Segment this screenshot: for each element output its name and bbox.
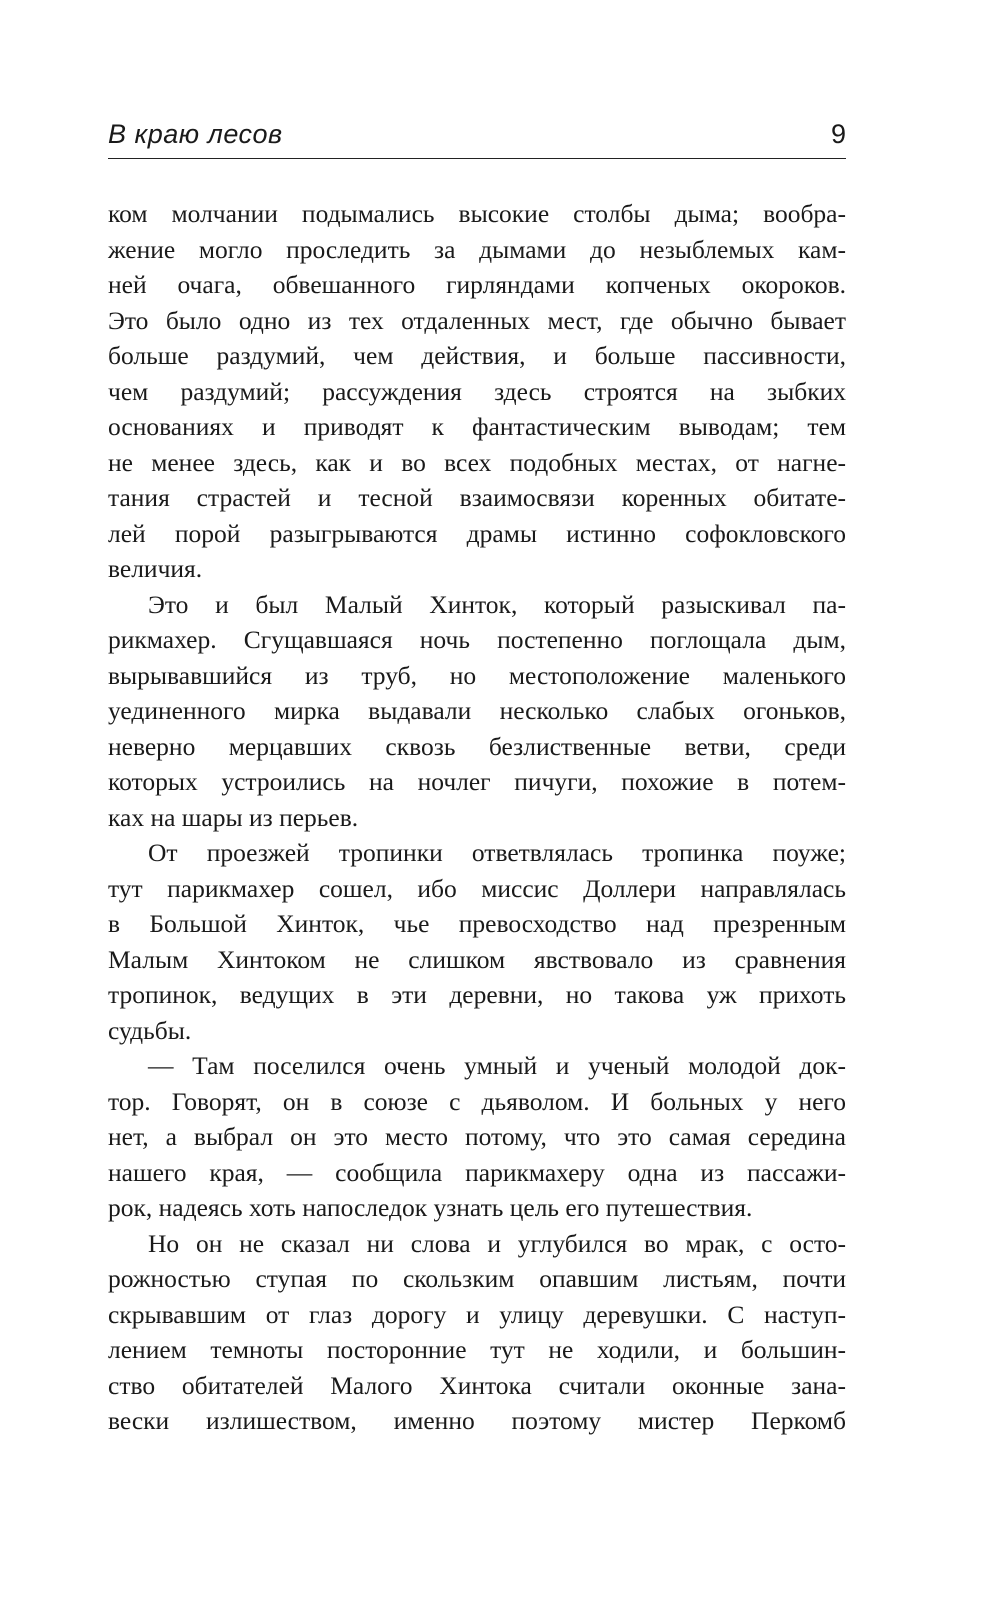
text-line: лением темноты посторонние тут не ходили, и большин- [108, 1335, 846, 1364]
text-line: ство обитателей Малого Хинтока считали оконные зана- [108, 1370, 846, 1400]
text-line: Но он не сказал ни слова и углубился во мрак, с осто- [148, 1228, 846, 1258]
book-page [108, 0, 846, 1616]
text-line: ней очага, обвешанного гирляндами копченых окороков. [108, 270, 846, 299]
text-line: не менее здесь, как и во всех подобных местах, от нагне- [108, 447, 846, 477]
text-line: судьбы. [108, 1015, 192, 1045]
paragraph [108, 835, 846, 1048]
text-line: рожностью ступая по скользким опавшим листьям, почти [108, 1264, 846, 1293]
text-line: тропинок, ведущих в эти деревни, но такова уж прихоть [108, 980, 846, 1009]
page-number: 9 [830, 119, 846, 149]
text-line: тания страстей и тесной взаимосвязи коренных обитате- [108, 483, 846, 512]
text-line: Это и был Малый Хинток, который разыскивал па- [148, 589, 846, 619]
text-line: уединенного мирка выдавали несколько слабых огоньков, [108, 696, 846, 725]
paragraph [108, 196, 846, 587]
text-line: основаниях и приводят к фантастическим выводам; тем [108, 412, 846, 441]
running-title: В краю лесов [108, 119, 283, 149]
text-line: лей порой разыгрываются драмы истинно софокловского [108, 518, 846, 548]
text-line: ком молчании подымались высокие столбы дыма; вообра- [108, 199, 846, 228]
text-line: тут парикмахер сошел, ибо миссис Доллери направлялась [108, 873, 846, 903]
text-line: рок, надеясь хоть напоследок узнать цель его путешествия. [108, 1193, 753, 1222]
body-text [108, 196, 846, 1439]
text-line: тор. Говорят, он в союзе с дьяволом. И больных у него [108, 1086, 846, 1116]
paragraph [108, 587, 846, 836]
text-line: ках на шары из перьев. [108, 802, 359, 832]
text-line: которых устроились на ночлег пичуги, похожие в потем- [108, 767, 846, 796]
text-line: жение могло проследить за дымами до незыблемых кам- [108, 234, 846, 264]
text-line: в Большой Хинток, чье превосходство над презренным [108, 909, 846, 938]
text-line: вырывавшийся из труб, но местоположение маленького [108, 660, 846, 690]
text-line: нет, а выбрал он это место потому, что это самая середина [108, 1122, 846, 1151]
text-line: От проезжей тропинки ответвлялась тропинка поуже; [148, 838, 846, 867]
text-line: — Там поселился очень умный и ученый молодой док- [148, 1051, 846, 1080]
text-line: скрывавшим от глаз дорогу и улицу деревушки. С наступ- [108, 1299, 846, 1329]
running-header [108, 112, 846, 159]
text-line: вески излишеством, именно поэтому мистер Перкомб [108, 1406, 846, 1435]
paragraph [108, 1048, 846, 1226]
text-line: Малым Хинтоком не слишком явствовало из сравнения [108, 944, 846, 974]
text-line: величия. [108, 554, 203, 583]
text-line: Это было одно из тех отдаленных мест, где обычно бывает [108, 305, 846, 335]
text-line: рикмахер. Сгущавшаяся ночь постепенно поглощала дым, [108, 625, 846, 654]
text-line: больше раздумий, чем действия, и больше пассивности, [108, 341, 846, 370]
text-line: чем раздумий; рассуждения здесь строятся на зыбких [108, 376, 846, 406]
paragraph [108, 1226, 846, 1439]
text-line: нашего края, — сообщила парикмахеру одна из пассажи- [108, 1157, 846, 1187]
text-line: неверно мерцавших сквозь безлиственные ветви, среди [108, 731, 846, 761]
